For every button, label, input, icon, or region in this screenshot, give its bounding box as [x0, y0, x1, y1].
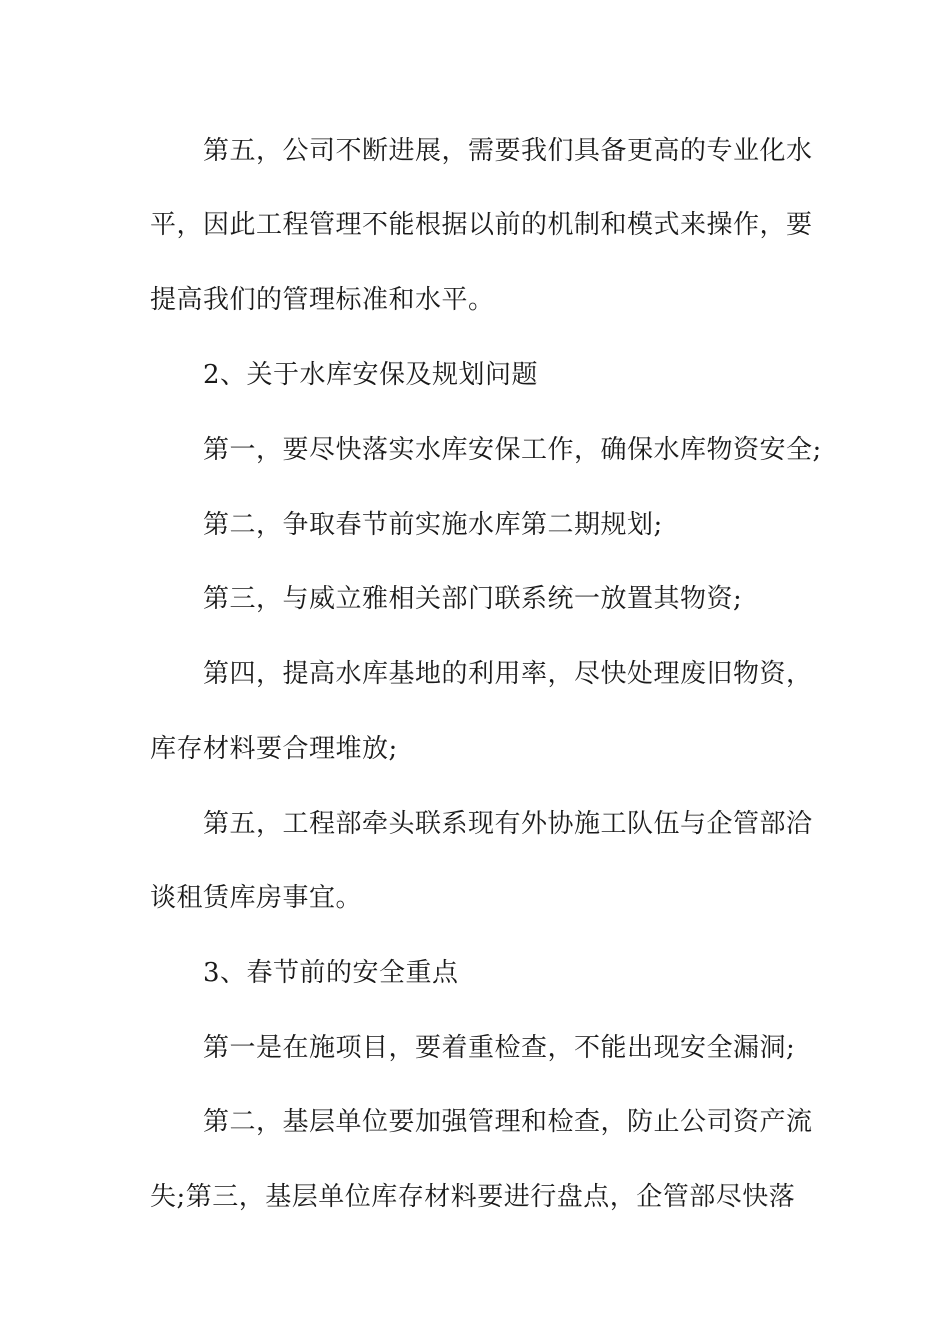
section-heading: 3、春节前的安全重点 [203, 958, 459, 988]
paragraph-line: 第五，工程部牵头联系现有外协施工队伍与企管部洽 [203, 809, 813, 839]
section-heading: 2、关于水库安保及规划问题 [203, 360, 539, 390]
paragraph-line: 第三，与威立雅相关部门联系统一放置其物资; [203, 584, 743, 614]
paragraph-line: 提高我们的管理标准和水平。 [150, 285, 495, 315]
paragraph-line: 库存材料要合理堆放; [150, 734, 398, 764]
paragraph-line: 第四，提高水库基地的利用率，尽快处理废旧物资， [203, 659, 813, 689]
paragraph-line: 平，因此工程管理不能根据以前的机制和模式来操作，要 [150, 210, 813, 240]
paragraph-line: 第二，基层单位要加强管理和检查，防止公司资产流 [203, 1107, 813, 1137]
paragraph-line: 谈租赁库房事宜。 [150, 883, 363, 913]
paragraph-line: 第五，公司不断进展，需要我们具备更高的专业化水 [203, 136, 813, 166]
paragraph-line: 第一是在施项目，要着重检查，不能出现安全漏洞; [203, 1033, 796, 1063]
paragraph-line: 第一，要尽快落实水库安保工作，确保水库物资安全; [203, 435, 822, 465]
paragraph-line: 失;第三，基层单位库存材料要进行盘点，企管部尽快落 [150, 1182, 796, 1212]
paragraph-line: 第二，争取春节前实施水库第二期规划; [203, 510, 663, 540]
